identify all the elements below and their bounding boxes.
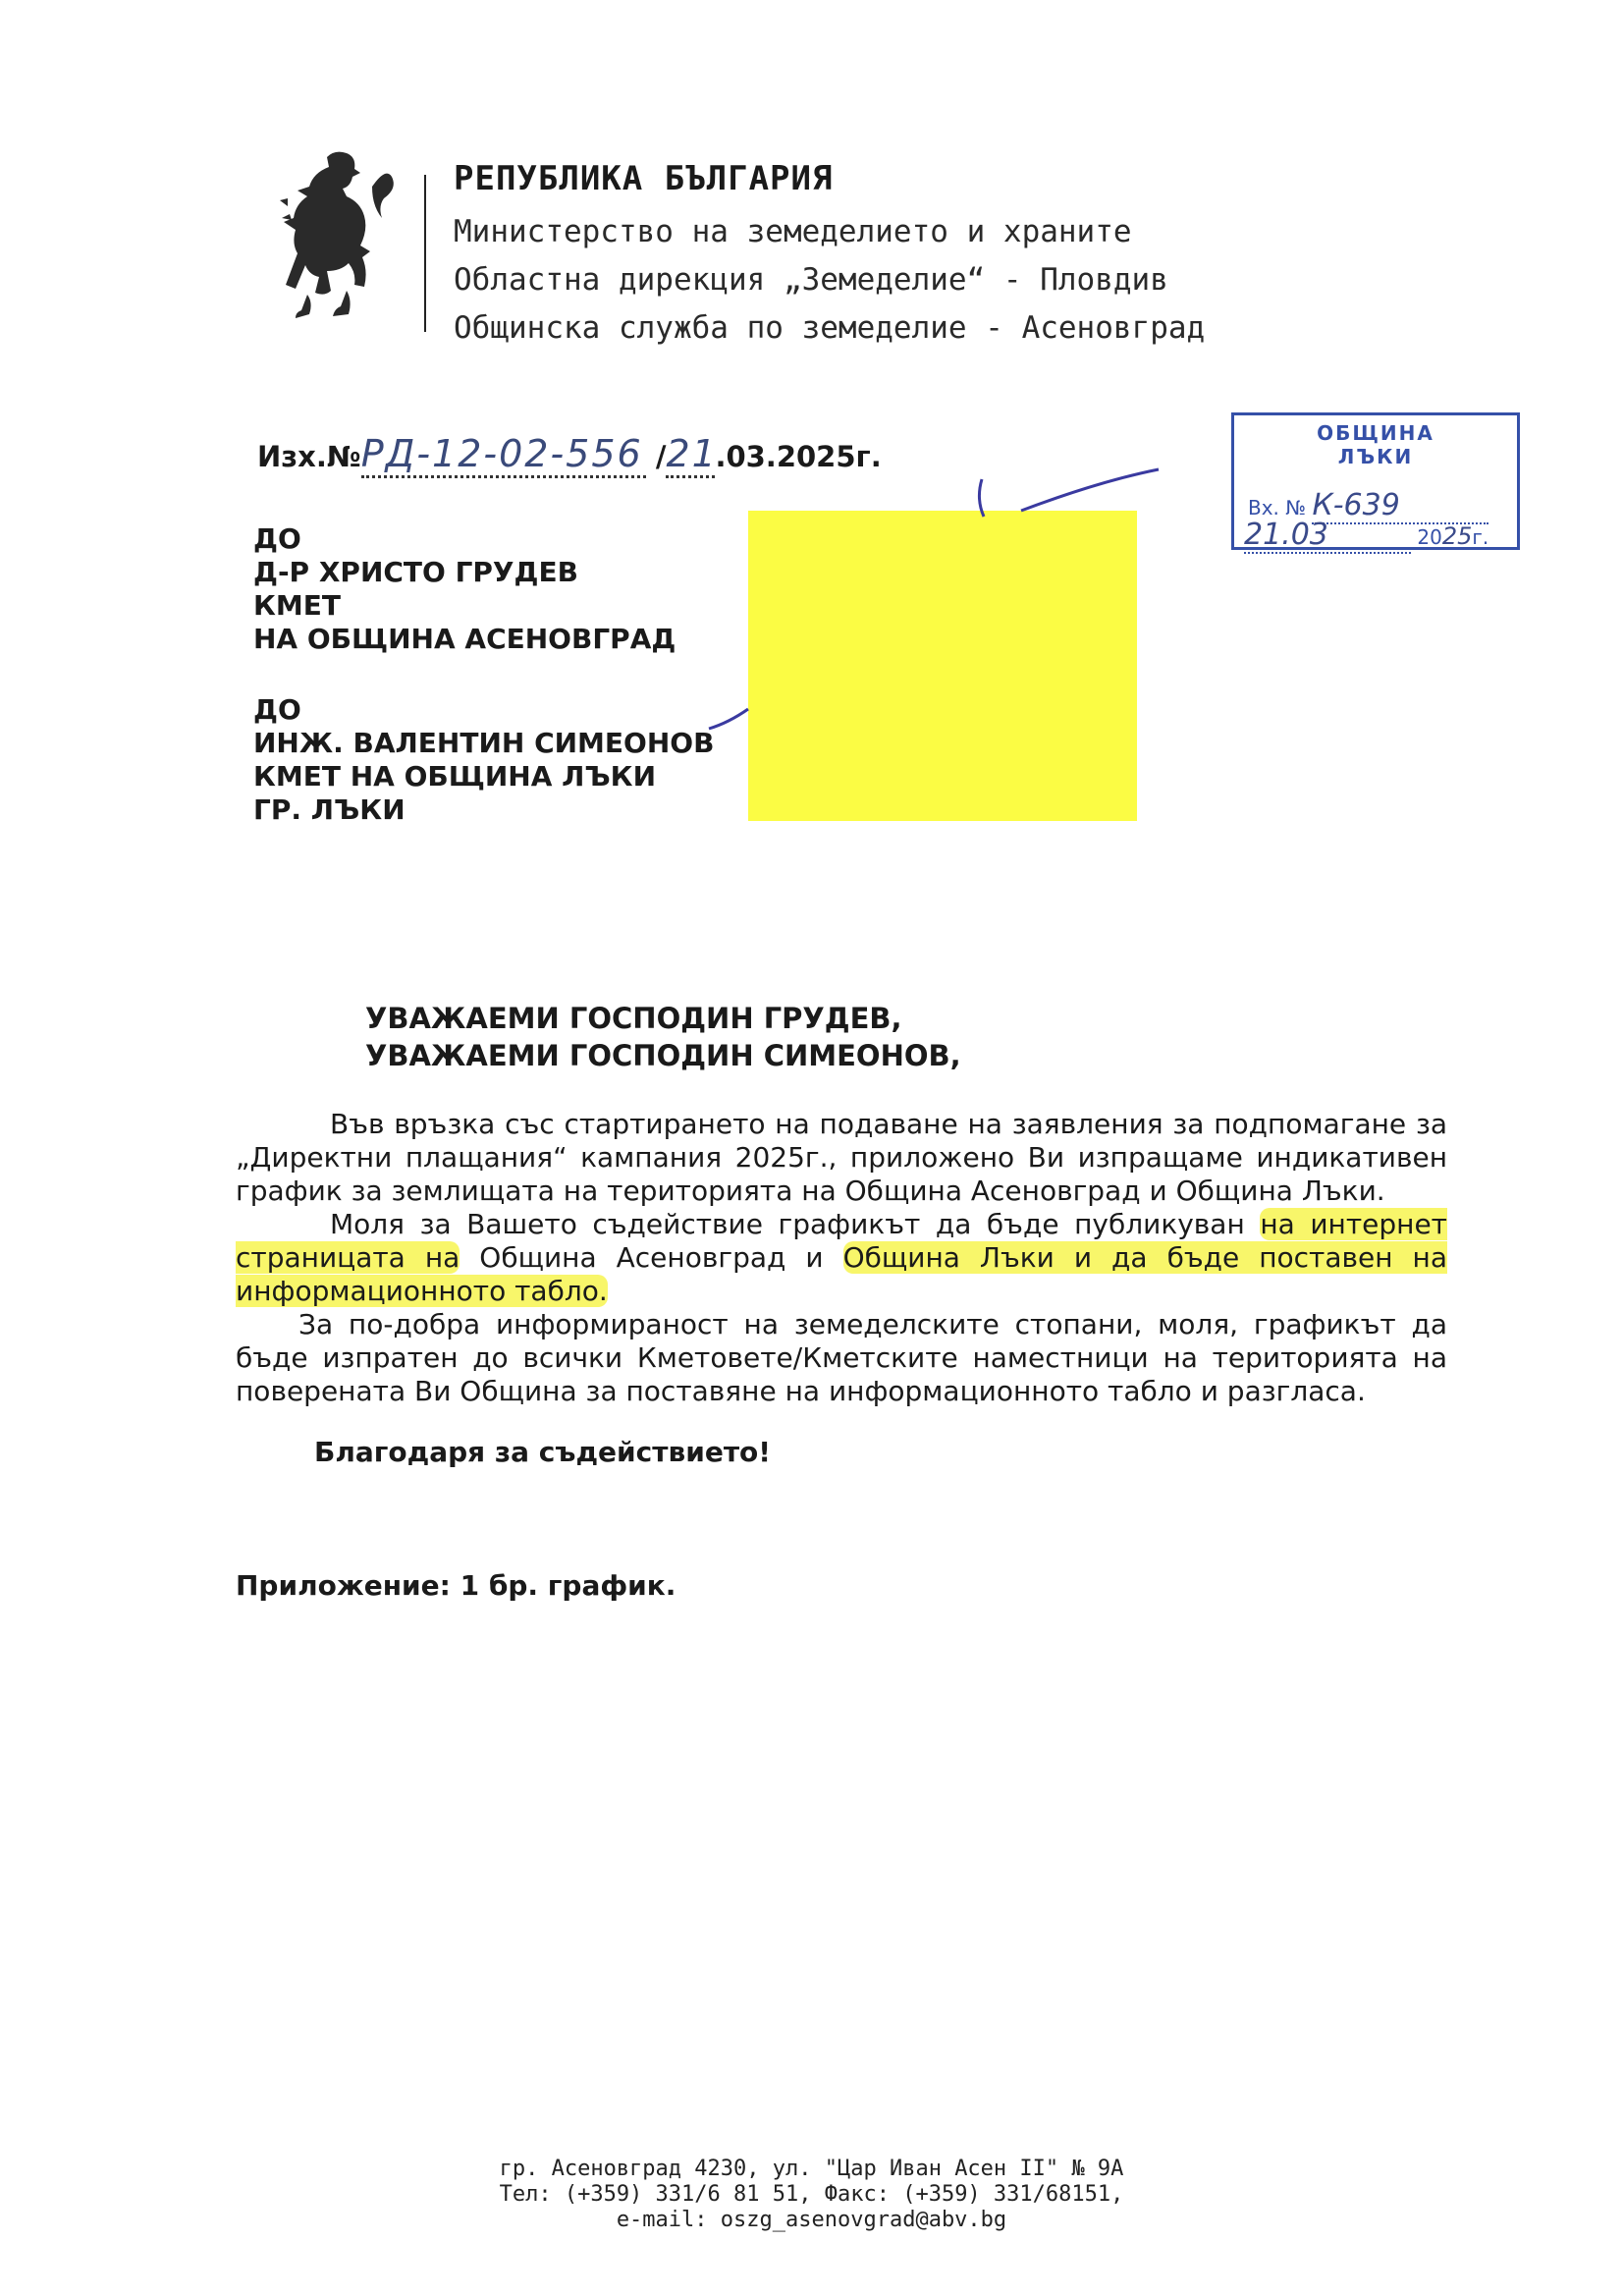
stamp-in-number-handwritten: К-639 <box>1312 488 1400 522</box>
salutation-1: УВАЖАЕМИ ГОСПОДИН ГРУДЕВ, <box>365 1002 902 1035</box>
recipient-name: ИНЖ. ВАЛЕНТИН СИМЕОНОВ <box>253 727 715 759</box>
ref-date-suffix: .03.2025г. <box>715 440 882 473</box>
ref-separator: / <box>655 440 667 473</box>
stamp-date-handwritten: 21.03 <box>1244 518 1328 552</box>
redaction-box <box>748 511 1137 821</box>
recipient-block-1 <box>253 522 676 656</box>
incoming-stamp <box>1231 412 1520 550</box>
body-p2-text-b: Община Асеновград и <box>460 1241 843 1274</box>
stamp-municipality: ОБЩИНА <box>1317 421 1434 445</box>
recipient-to-label: ДО <box>253 693 301 726</box>
salutation-2: УВАЖАЕМИ ГОСПОДИН СИМЕОНОВ, <box>365 1039 961 1072</box>
stamp-date <box>1244 518 1488 554</box>
recipient-municipality: НА ОБЩИНА АСЕНОВГРАД <box>253 623 676 655</box>
footer-email: e-mail: oszg_asenovgrad@abv.bg <box>616 2208 1007 2232</box>
office-line: Общинска служба по земеделие - Асеновград <box>454 310 1206 346</box>
recipient-name: Д-Р ХРИСТО ГРУДЕВ <box>253 556 578 588</box>
directorate-line: Областна дирекция „Земеделие“ - Пловдив <box>454 262 1168 298</box>
ref-number-handwritten: РД-12-02-556 <box>360 432 643 475</box>
header-title: РЕПУБЛИКА БЪЛГАРИЯ <box>454 159 834 198</box>
stamp-year-handwritten: 25 <box>1441 522 1473 550</box>
footer-address: гр. Асеновград 4230, ул. "Цар Иван Асен II" № 9А <box>499 2157 1124 2181</box>
outgoing-reference <box>257 432 882 478</box>
header-divider <box>424 175 426 332</box>
recipient-to-label: ДО <box>253 522 301 555</box>
stamp-year-end: г. <box>1472 525 1489 549</box>
recipient-position: КМЕТ НА ОБЩИНА ЛЪКИ <box>253 760 657 793</box>
body-paragraph-3: За по-добра информираност на земеделските стопани, моля, графикът да бъде изпратен до всички Кметовете/Кметските наместници на територията на поверената Ви Община за поставяне на информационното табло и разгласа. <box>236 1308 1447 1407</box>
stamp-in-label: Вх. № <box>1248 496 1307 519</box>
ref-day-handwritten: 21 <box>666 432 718 475</box>
recipient-town: ГР. ЛЪКИ <box>253 793 406 826</box>
body-paragraph-1: Във връзка със стартирането на подаване на заявления за подпомагане за „Директни плащания“ кампания 2025г., приложено Ви изпращаме индикативен график за землищата на територията на Община Асеновград и Община Лъки. <box>236 1108 1447 1207</box>
footer-phone-fax: Тел: (+359) 331/6 81 51, Факс: (+359) 331/68151, <box>499 2182 1124 2207</box>
attachment-note: Приложение: 1 бр. график. <box>236 1569 676 1602</box>
closing-thanks: Благодаря за съдействието! <box>314 1436 772 1468</box>
stamp-year-prefix: 20 <box>1417 525 1442 549</box>
stamp-town: ЛЪКИ <box>1337 445 1414 468</box>
highlight-notice-board: Община Лъки и да бъде поставен на информационното табло. <box>236 1241 1448 1307</box>
ministry-line: Министерство на земеделието и храните <box>454 214 1132 249</box>
body-paragraph-2 <box>236 1208 1447 1308</box>
letter-body <box>236 1108 1447 1408</box>
ref-prefix: Изх.№ <box>257 440 361 473</box>
lion-coat-of-arms-icon <box>278 147 406 334</box>
highlight-website: на интернет страницата на <box>236 1208 1447 1274</box>
recipient-position: КМЕТ <box>253 589 341 622</box>
recipient-block-2 <box>253 693 714 827</box>
body-p2-text-a: Моля за Вашето съдействие графикът да бъде публикуван <box>330 1208 1261 1240</box>
